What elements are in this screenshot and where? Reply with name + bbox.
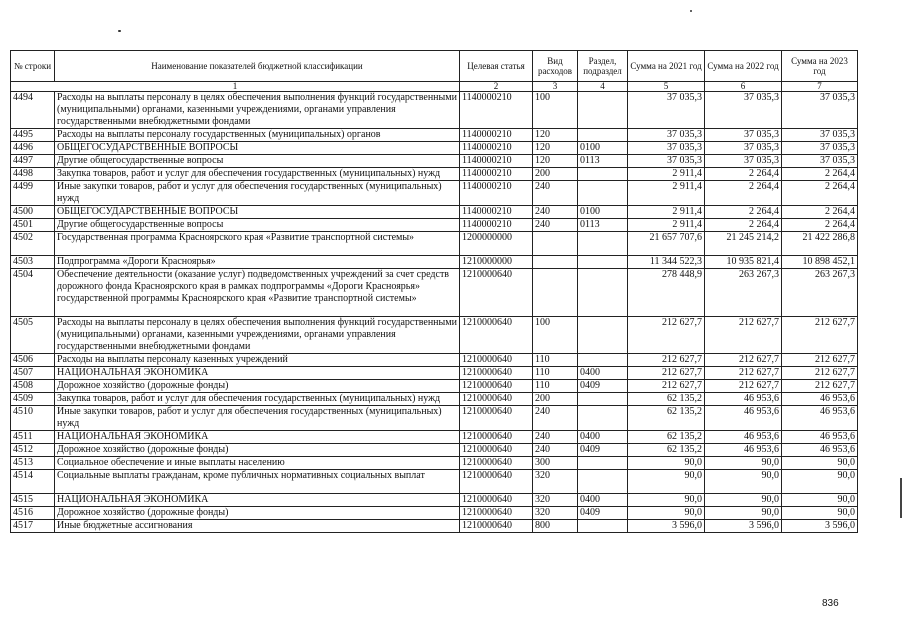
table-row <box>11 317 858 354</box>
scan-edge-mark <box>900 478 902 518</box>
column-number: 6 <box>705 82 782 92</box>
row-section <box>578 317 628 354</box>
row-name: Закупка товаров, работ и услуг для обеспечения государственных (муниципальных) нужд <box>55 393 460 406</box>
header-sum-2021: Сумма на 2021 год <box>628 51 705 82</box>
row-expense-type: 200 <box>533 168 578 181</box>
header-target: Целевая статья <box>460 51 533 82</box>
header-sum-2023: Сумма на 2023 год <box>782 51 858 82</box>
row-number: 4497 <box>11 155 55 168</box>
row-expense-type <box>533 269 578 317</box>
row-sum-2022: 46 953,6 <box>705 431 782 444</box>
row-section: 0100 <box>578 142 628 155</box>
row-sum-2021: 62 135,2 <box>628 393 705 406</box>
row-sum-2021: 62 135,2 <box>628 406 705 431</box>
row-sum-2023: 46 953,6 <box>782 393 858 406</box>
table-row <box>11 444 858 457</box>
row-section <box>578 181 628 206</box>
row-sum-2021: 212 627,7 <box>628 380 705 393</box>
row-sum-2023: 37 035,3 <box>782 92 858 129</box>
row-expense-type: 240 <box>533 219 578 232</box>
table-row <box>11 219 858 232</box>
page-number: 836 <box>822 598 839 609</box>
row-expense-type: 240 <box>533 431 578 444</box>
row-name: ОБЩЕГОСУДАРСТВЕННЫЕ ВОПРОСЫ <box>55 206 460 219</box>
row-expense-type <box>533 232 578 256</box>
row-sum-2021: 90,0 <box>628 507 705 520</box>
row-section: 0113 <box>578 219 628 232</box>
table-row <box>11 232 858 256</box>
row-target-article: 1210000640 <box>460 470 533 494</box>
table-row <box>11 155 858 168</box>
row-section: 0400 <box>578 367 628 380</box>
table-row <box>11 92 858 129</box>
table-row <box>11 507 858 520</box>
row-target-article: 1210000640 <box>460 406 533 431</box>
row-sum-2022: 212 627,7 <box>705 354 782 367</box>
column-number: 5 <box>628 82 705 92</box>
row-sum-2022: 90,0 <box>705 494 782 507</box>
row-expense-type: 240 <box>533 181 578 206</box>
row-number: 4508 <box>11 380 55 393</box>
row-target-article: 1140000210 <box>460 155 533 168</box>
row-name: Обеспечение деятельности (оказание услуг) подведомственных учреждений за счет средств дорожного фонда Красноярского края в рамках подпрограммы «Дороги Красноярья» государственной программы Красноярского края «Развитие транспортной системы» <box>55 269 460 317</box>
row-section <box>578 457 628 470</box>
row-number: 4494 <box>11 92 55 129</box>
row-expense-type: 240 <box>533 444 578 457</box>
row-expense-type: 320 <box>533 470 578 494</box>
row-number: 4506 <box>11 354 55 367</box>
row-target-article: 1210000000 <box>460 256 533 269</box>
row-number: 4507 <box>11 367 55 380</box>
row-sum-2021: 37 035,3 <box>628 155 705 168</box>
row-sum-2022: 212 627,7 <box>705 317 782 354</box>
row-sum-2022: 46 953,6 <box>705 444 782 457</box>
header-rowno: № строки <box>11 51 55 82</box>
row-name: НАЦИОНАЛЬНАЯ ЭКОНОМИКА <box>55 431 460 444</box>
row-section <box>578 470 628 494</box>
row-name: НАЦИОНАЛЬНАЯ ЭКОНОМИКА <box>55 494 460 507</box>
row-section: 0100 <box>578 206 628 219</box>
row-sum-2021: 2 911,4 <box>628 168 705 181</box>
row-sum-2021: 37 035,3 <box>628 142 705 155</box>
table-row <box>11 206 858 219</box>
table-row <box>11 393 858 406</box>
column-number-row <box>11 82 858 92</box>
row-target-article: 1210000640 <box>460 269 533 317</box>
row-sum-2021: 90,0 <box>628 494 705 507</box>
row-number: 4514 <box>11 470 55 494</box>
column-number: 4 <box>578 82 628 92</box>
row-target-article: 1210000640 <box>460 507 533 520</box>
row-expense-type: 320 <box>533 507 578 520</box>
row-name: Другие общегосударственные вопросы <box>55 155 460 168</box>
row-number: 4516 <box>11 507 55 520</box>
row-sum-2023: 212 627,7 <box>782 317 858 354</box>
row-sum-2021: 21 657 707,6 <box>628 232 705 256</box>
header-razdel: Раздел, подраздел <box>578 51 628 82</box>
row-sum-2021: 37 035,3 <box>628 129 705 142</box>
row-target-article: 1210000640 <box>460 457 533 470</box>
row-name: НАЦИОНАЛЬНАЯ ЭКОНОМИКА <box>55 367 460 380</box>
row-sum-2022: 90,0 <box>705 470 782 494</box>
column-number: 7 <box>782 82 858 92</box>
row-sum-2021: 62 135,2 <box>628 444 705 457</box>
row-sum-2022: 90,0 <box>705 507 782 520</box>
row-expense-type: 120 <box>533 129 578 142</box>
row-number: 4500 <box>11 206 55 219</box>
row-target-article: 1210000640 <box>460 393 533 406</box>
header-name: Наименование показателей бюджетной классификации <box>55 51 460 82</box>
row-section <box>578 256 628 269</box>
row-sum-2023: 2 264,4 <box>782 181 858 206</box>
row-sum-2021: 90,0 <box>628 470 705 494</box>
row-target-article: 1210000640 <box>460 380 533 393</box>
row-expense-type: 120 <box>533 155 578 168</box>
row-section <box>578 129 628 142</box>
row-section: 0400 <box>578 431 628 444</box>
table-row <box>11 457 858 470</box>
row-target-article: 1140000210 <box>460 129 533 142</box>
row-number: 4509 <box>11 393 55 406</box>
column-number: 1 <box>11 82 460 92</box>
row-expense-type: 100 <box>533 92 578 129</box>
header-row <box>11 51 858 82</box>
row-sum-2023: 2 264,4 <box>782 168 858 181</box>
row-expense-type: 300 <box>533 457 578 470</box>
row-number: 4498 <box>11 168 55 181</box>
row-sum-2022: 2 264,4 <box>705 206 782 219</box>
row-target-article: 1140000210 <box>460 181 533 206</box>
row-number: 4505 <box>11 317 55 354</box>
row-number: 4515 <box>11 494 55 507</box>
table-row <box>11 129 858 142</box>
row-sum-2023: 46 953,6 <box>782 431 858 444</box>
row-number: 4503 <box>11 256 55 269</box>
row-section: 0400 <box>578 494 628 507</box>
row-name: Подпрограмма «Дороги Красноярья» <box>55 256 460 269</box>
row-target-article: 1210000640 <box>460 431 533 444</box>
table-row <box>11 269 858 317</box>
row-sum-2023: 212 627,7 <box>782 380 858 393</box>
row-section <box>578 92 628 129</box>
row-expense-type: 110 <box>533 367 578 380</box>
row-sum-2022: 212 627,7 <box>705 367 782 380</box>
row-sum-2023: 90,0 <box>782 494 858 507</box>
row-target-article: 1210000640 <box>460 520 533 533</box>
row-number: 4504 <box>11 269 55 317</box>
row-number: 4495 <box>11 129 55 142</box>
row-sum-2022: 2 264,4 <box>705 219 782 232</box>
row-sum-2022: 2 264,4 <box>705 168 782 181</box>
row-sum-2022: 37 035,3 <box>705 142 782 155</box>
row-sum-2023: 37 035,3 <box>782 142 858 155</box>
header-vid: Вид расходов <box>533 51 578 82</box>
row-name: ОБЩЕГОСУДАРСТВЕННЫЕ ВОПРОСЫ <box>55 142 460 155</box>
row-target-article: 1140000210 <box>460 142 533 155</box>
row-name: Другие общегосударственные вопросы <box>55 219 460 232</box>
row-sum-2022: 263 267,3 <box>705 269 782 317</box>
row-sum-2023: 37 035,3 <box>782 155 858 168</box>
row-name: Расходы на выплаты персоналу казенных учреждений <box>55 354 460 367</box>
row-number: 4511 <box>11 431 55 444</box>
row-number: 4501 <box>11 219 55 232</box>
row-expense-type: 240 <box>533 206 578 219</box>
table-row <box>11 380 858 393</box>
row-sum-2022: 10 935 821,4 <box>705 256 782 269</box>
row-number: 4512 <box>11 444 55 457</box>
row-sum-2021: 212 627,7 <box>628 317 705 354</box>
row-sum-2023: 10 898 452,1 <box>782 256 858 269</box>
table-row <box>11 520 858 533</box>
row-section: 0409 <box>578 380 628 393</box>
row-sum-2021: 212 627,7 <box>628 367 705 380</box>
row-section: 0409 <box>578 444 628 457</box>
row-sum-2023: 21 422 286,8 <box>782 232 858 256</box>
row-target-article: 1210000640 <box>460 354 533 367</box>
row-sum-2023: 263 267,3 <box>782 269 858 317</box>
row-sum-2022: 37 035,3 <box>705 129 782 142</box>
row-name: Иные бюджетные ассигнования <box>55 520 460 533</box>
row-sum-2022: 37 035,3 <box>705 155 782 168</box>
row-name: Социальные выплаты гражданам, кроме публичных нормативных социальных выплат <box>55 470 460 494</box>
row-sum-2021: 37 035,3 <box>628 92 705 129</box>
row-name: Социальное обеспечение и иные выплаты населению <box>55 457 460 470</box>
row-sum-2023: 46 953,6 <box>782 444 858 457</box>
row-sum-2022: 2 264,4 <box>705 181 782 206</box>
row-name: Дорожное хозяйство (дорожные фонды) <box>55 380 460 393</box>
row-target-article: 1210000640 <box>460 317 533 354</box>
table-row <box>11 354 858 367</box>
row-sum-2023: 90,0 <box>782 457 858 470</box>
row-target-article: 1210000640 <box>460 494 533 507</box>
row-expense-type: 320 <box>533 494 578 507</box>
row-number: 4502 <box>11 232 55 256</box>
table-row <box>11 367 858 380</box>
row-expense-type: 110 <box>533 380 578 393</box>
row-sum-2023: 212 627,7 <box>782 354 858 367</box>
row-sum-2023: 212 627,7 <box>782 367 858 380</box>
row-name: Государственная программа Красноярского края «Развитие транспортной системы» <box>55 232 460 256</box>
row-sum-2021: 11 344 522,3 <box>628 256 705 269</box>
row-sum-2023: 46 953,6 <box>782 406 858 431</box>
row-name: Дорожное хозяйство (дорожные фонды) <box>55 507 460 520</box>
table-row <box>11 431 858 444</box>
scan-speck <box>118 30 121 32</box>
table-body <box>11 92 858 533</box>
row-expense-type: 800 <box>533 520 578 533</box>
row-section: 0409 <box>578 507 628 520</box>
table-row <box>11 406 858 431</box>
row-section <box>578 232 628 256</box>
table-row <box>11 470 858 494</box>
row-sum-2022: 21 245 214,2 <box>705 232 782 256</box>
row-name: Расходы на выплаты персоналу в целях обеспечения выполнения функций государственными (муниципальными) органами, казенными учреждениями, органами управления государственными внебюджетными фондами <box>55 92 460 129</box>
row-expense-type: 200 <box>533 393 578 406</box>
row-expense-type: 120 <box>533 142 578 155</box>
row-section <box>578 520 628 533</box>
row-expense-type <box>533 256 578 269</box>
row-sum-2021: 90,0 <box>628 457 705 470</box>
row-sum-2022: 37 035,3 <box>705 92 782 129</box>
header-sum-2022: Сумма на 2022 год <box>705 51 782 82</box>
row-name: Расходы на выплаты персоналу государственных (муниципальных) органов <box>55 129 460 142</box>
row-expense-type: 110 <box>533 354 578 367</box>
row-sum-2023: 90,0 <box>782 470 858 494</box>
row-target-article: 1140000210 <box>460 168 533 181</box>
row-name: Иные закупки товаров, работ и услуг для обеспечения государственных (муниципальных) нужд <box>55 181 460 206</box>
row-expense-type: 100 <box>533 317 578 354</box>
row-section <box>578 354 628 367</box>
row-sum-2022: 90,0 <box>705 457 782 470</box>
row-sum-2021: 278 448,9 <box>628 269 705 317</box>
row-section <box>578 168 628 181</box>
row-target-article: 1140000210 <box>460 219 533 232</box>
row-number: 4496 <box>11 142 55 155</box>
budget-table <box>10 50 858 533</box>
table-row <box>11 181 858 206</box>
scan-speck <box>690 10 692 12</box>
table-row <box>11 168 858 181</box>
row-sum-2021: 62 135,2 <box>628 431 705 444</box>
row-number: 4517 <box>11 520 55 533</box>
row-name: Иные закупки товаров, работ и услуг для обеспечения государственных (муниципальных) нужд <box>55 406 460 431</box>
row-sum-2021: 3 596,0 <box>628 520 705 533</box>
column-number: 3 <box>533 82 578 92</box>
row-sum-2023: 90,0 <box>782 507 858 520</box>
row-sum-2022: 46 953,6 <box>705 406 782 431</box>
row-sum-2022: 212 627,7 <box>705 380 782 393</box>
row-name: Расходы на выплаты персоналу в целях обеспечения выполнения функций государственными (муниципальными) органами, казенными учреждениями, органами управления государственными внебюджетными фондами <box>55 317 460 354</box>
table-row <box>11 256 858 269</box>
row-section <box>578 269 628 317</box>
row-sum-2021: 2 911,4 <box>628 219 705 232</box>
row-number: 4513 <box>11 457 55 470</box>
row-name: Закупка товаров, работ и услуг для обеспечения государственных (муниципальных) нужд <box>55 168 460 181</box>
row-number: 4499 <box>11 181 55 206</box>
row-target-article: 1140000210 <box>460 206 533 219</box>
row-expense-type: 240 <box>533 406 578 431</box>
row-target-article: 1140000210 <box>460 92 533 129</box>
row-number: 4510 <box>11 406 55 431</box>
row-sum-2023: 2 264,4 <box>782 206 858 219</box>
row-target-article: 1200000000 <box>460 232 533 256</box>
row-sum-2023: 3 596,0 <box>782 520 858 533</box>
row-section <box>578 406 628 431</box>
row-sum-2023: 2 264,4 <box>782 219 858 232</box>
table-row <box>11 142 858 155</box>
row-sum-2021: 212 627,7 <box>628 354 705 367</box>
row-name: Дорожное хозяйство (дорожные фонды) <box>55 444 460 457</box>
table-row <box>11 494 858 507</box>
row-section: 0113 <box>578 155 628 168</box>
row-sum-2022: 3 596,0 <box>705 520 782 533</box>
row-section <box>578 393 628 406</box>
row-target-article: 1210000640 <box>460 367 533 380</box>
row-sum-2023: 37 035,3 <box>782 129 858 142</box>
row-target-article: 1210000640 <box>460 444 533 457</box>
row-sum-2022: 46 953,6 <box>705 393 782 406</box>
row-sum-2021: 2 911,4 <box>628 206 705 219</box>
row-sum-2021: 2 911,4 <box>628 181 705 206</box>
column-number: 2 <box>460 82 533 92</box>
